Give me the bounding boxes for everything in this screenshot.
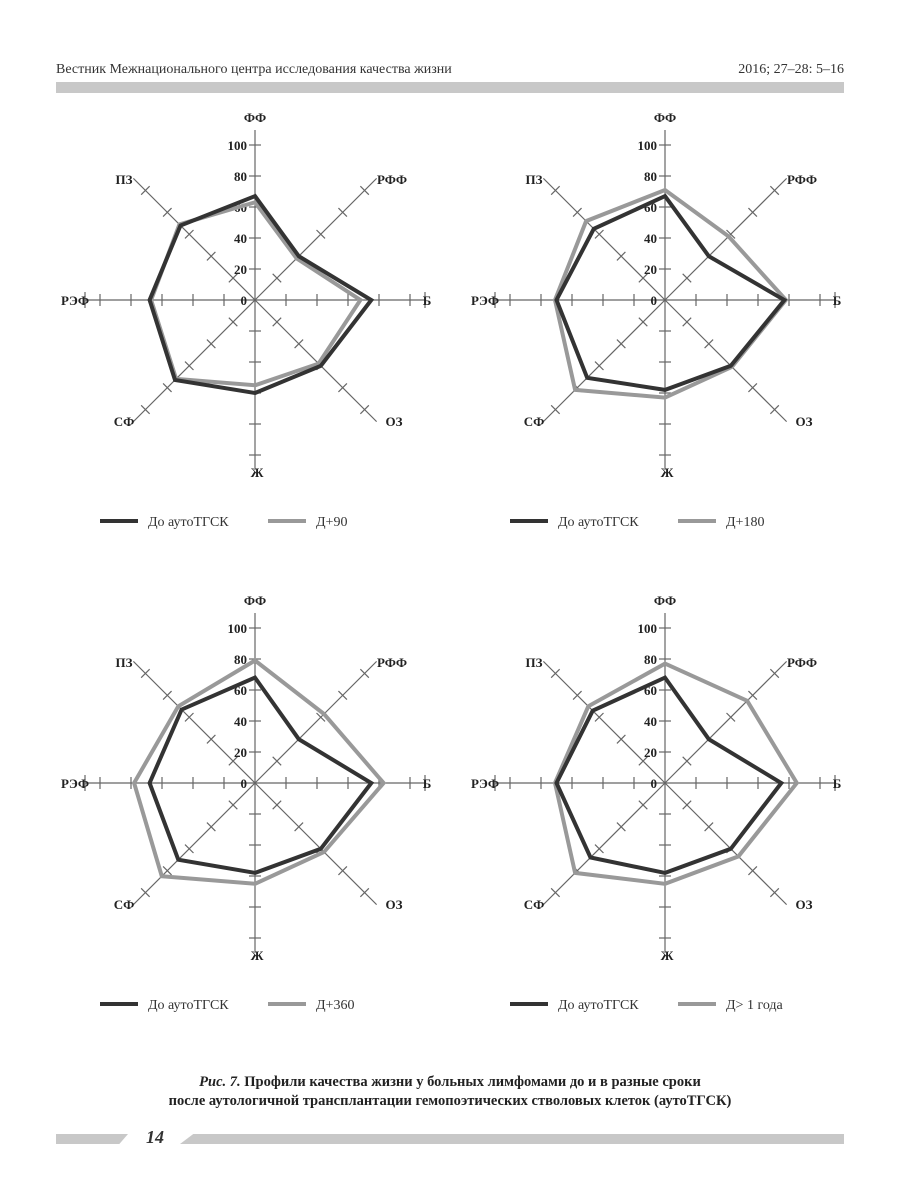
tick-label: 80 <box>644 169 657 184</box>
footer-bar-right <box>180 1134 844 1144</box>
issue-info: 2016; 27–28: 5–16 <box>738 62 844 77</box>
journal-title: Вестник Межнационального центра исследования качества жизни <box>56 62 452 77</box>
legend <box>100 515 347 530</box>
page-header <box>56 62 844 82</box>
axis-line <box>255 661 377 783</box>
axis-label: Ж <box>250 465 264 480</box>
axis-label: Б <box>422 293 432 308</box>
tick-label: 40 <box>234 714 247 729</box>
tick-label: 100 <box>227 138 247 153</box>
tick-label: 60 <box>644 200 657 215</box>
axis-label: Ж <box>660 948 674 963</box>
tick-label: 80 <box>644 652 657 667</box>
axis-label: ПЗ <box>115 655 133 670</box>
axis-label: ОЗ <box>385 897 403 912</box>
tick-label: 20 <box>644 262 657 277</box>
footer-bar-left <box>56 1134 128 1144</box>
axis-label: РФФ <box>786 172 818 187</box>
axis-label: РФФ <box>376 655 408 670</box>
tick-label: 0 <box>240 776 247 791</box>
axis-label: Б <box>832 293 842 308</box>
axis-label: ФФ <box>653 110 677 125</box>
radar-svg <box>40 593 460 1033</box>
axes-group <box>85 130 425 470</box>
series-after-line <box>555 664 797 884</box>
axis-label: СФ <box>113 897 135 912</box>
axis-label: ОЗ <box>795 414 813 429</box>
axis-label: Б <box>422 776 432 791</box>
tick-label: 60 <box>644 683 657 698</box>
radar-svg <box>450 110 870 550</box>
axis-line <box>255 178 377 300</box>
radar-chart-3 <box>40 593 460 1033</box>
axis-label: Ж <box>660 465 674 480</box>
tick-label: 60 <box>234 200 247 215</box>
legend-label-after: Д+180 <box>726 515 765 530</box>
axis-label: Б <box>832 776 842 791</box>
tick-label: 40 <box>234 231 247 246</box>
axis-label: ОЗ <box>795 897 813 912</box>
tick-label: 0 <box>240 293 247 308</box>
axis-label: РФФ <box>786 655 818 670</box>
axis-label: ОЗ <box>385 414 403 429</box>
legend-label-before: До аутоТГСК <box>148 515 229 530</box>
header-bar <box>56 82 844 93</box>
axis-label: ФФ <box>653 593 677 608</box>
axis-label: ПЗ <box>525 172 543 187</box>
radar-svg <box>450 593 870 1033</box>
axis-label: РЭФ <box>61 293 89 308</box>
axis-label: РЭФ <box>61 776 89 791</box>
radar-chart-2 <box>450 110 870 550</box>
legend-label-after: Д> 1 года <box>726 998 783 1013</box>
axis-line <box>133 300 255 422</box>
axis-label: ФФ <box>243 110 267 125</box>
radar-svg <box>40 110 460 550</box>
axis-label: СФ <box>523 414 545 429</box>
legend <box>510 998 784 1013</box>
caption-line-2: после аутологичной трансплантации гемопоэтических стволовых клеток (аутоТГСК) <box>168 1093 732 1109</box>
tick-label: 100 <box>227 621 247 636</box>
tick-label: 0 <box>650 776 657 791</box>
radar-chart-4 <box>450 593 870 1033</box>
tick-label: 20 <box>234 745 247 760</box>
tick-label: 20 <box>644 745 657 760</box>
tick-label: 80 <box>234 169 247 184</box>
tick-label: 40 <box>644 714 657 729</box>
tick-label: 20 <box>234 262 247 277</box>
page-number: 14 <box>146 1127 164 1147</box>
axis-label: ФФ <box>243 593 267 608</box>
axis-label: ПЗ <box>115 172 133 187</box>
legend-label-before: До аутоТГСК <box>558 998 639 1013</box>
axis-label: РЭФ <box>471 293 499 308</box>
tick-label: 100 <box>637 138 657 153</box>
legend <box>510 515 764 530</box>
legend-label-before: До аутоТГСК <box>558 515 639 530</box>
tick-label: 100 <box>637 621 657 636</box>
tick-label: 0 <box>650 293 657 308</box>
tick-label: 40 <box>644 231 657 246</box>
axis-label: Ж <box>250 948 264 963</box>
axis-line <box>543 783 665 905</box>
axis-label: ПЗ <box>525 655 543 670</box>
legend-label-before: До аутоТГСК <box>148 998 229 1013</box>
series-after-line <box>134 661 384 884</box>
tick-label: 80 <box>234 652 247 667</box>
radar-chart-1 <box>40 110 460 550</box>
caption-prefix: Рис. 7. <box>199 1074 241 1090</box>
tick-label: 60 <box>234 683 247 698</box>
axis-line <box>665 661 787 783</box>
legend <box>100 998 354 1013</box>
caption-line-1: Профили качества жизни у больных лимфомами до и в разные сроки <box>244 1074 701 1090</box>
legend-label-after: Д+90 <box>316 515 348 530</box>
figure-caption <box>40 1073 860 1111</box>
axis-label: СФ <box>113 414 135 429</box>
axis-label: СФ <box>523 897 545 912</box>
axis-label: РФФ <box>376 172 408 187</box>
series-before-line <box>150 678 372 873</box>
axis-label: РЭФ <box>471 776 499 791</box>
legend-label-after: Д+360 <box>316 998 355 1013</box>
